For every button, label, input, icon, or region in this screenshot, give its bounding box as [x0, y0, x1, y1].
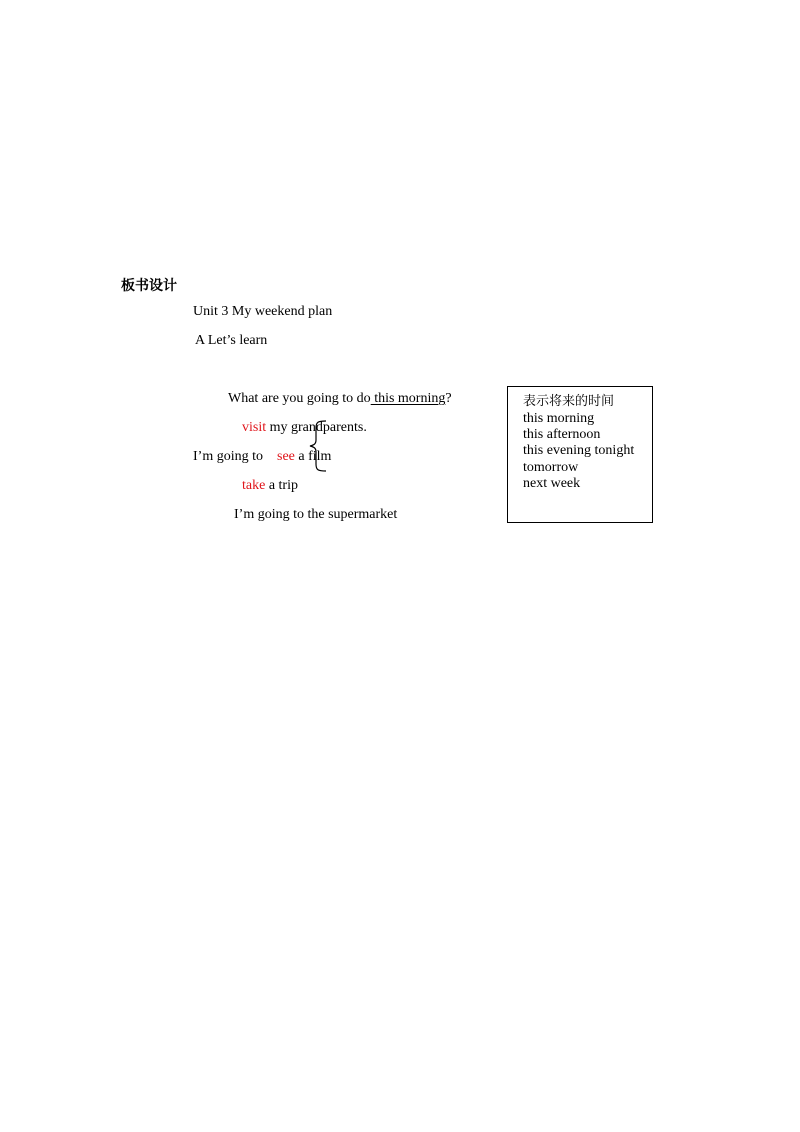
- question-time-phrase: this morning: [370, 391, 446, 406]
- object-take: a trip: [265, 478, 298, 493]
- time-expression-item: this afternoon: [523, 427, 601, 443]
- question-line: [228, 391, 452, 407]
- object-visit: my grandparents.: [266, 420, 367, 435]
- time-expression-item: next week: [523, 475, 581, 491]
- answer-option-visit: [242, 420, 367, 436]
- time-box-title: 表示将来的时间: [523, 394, 615, 409]
- unit-title: Unit 3 My weekend plan: [193, 304, 333, 319]
- lesson-title: A Let’s learn: [195, 333, 268, 348]
- time-expression-item: this evening tonight: [523, 443, 635, 459]
- question-mark: ?: [445, 391, 452, 406]
- time-expression-item: this morning: [523, 411, 595, 426]
- time-expression-item: tomorrow: [523, 459, 579, 475]
- future-time-box: [507, 386, 653, 523]
- answer-option-take: [242, 478, 298, 494]
- answer-intro: I’m going to: [193, 449, 263, 464]
- verb-visit: visit: [242, 420, 267, 435]
- question-prefix: What are you going to do: [228, 391, 371, 406]
- left-brace-icon: [308, 420, 332, 472]
- object-see: a film: [294, 449, 332, 464]
- verb-see: see: [277, 449, 295, 464]
- answer-extra: I’m going to the supermarket: [234, 507, 398, 522]
- section-heading: 板书设计: [121, 278, 177, 294]
- verb-take: take: [242, 478, 266, 493]
- time-expression-list: [523, 411, 634, 492]
